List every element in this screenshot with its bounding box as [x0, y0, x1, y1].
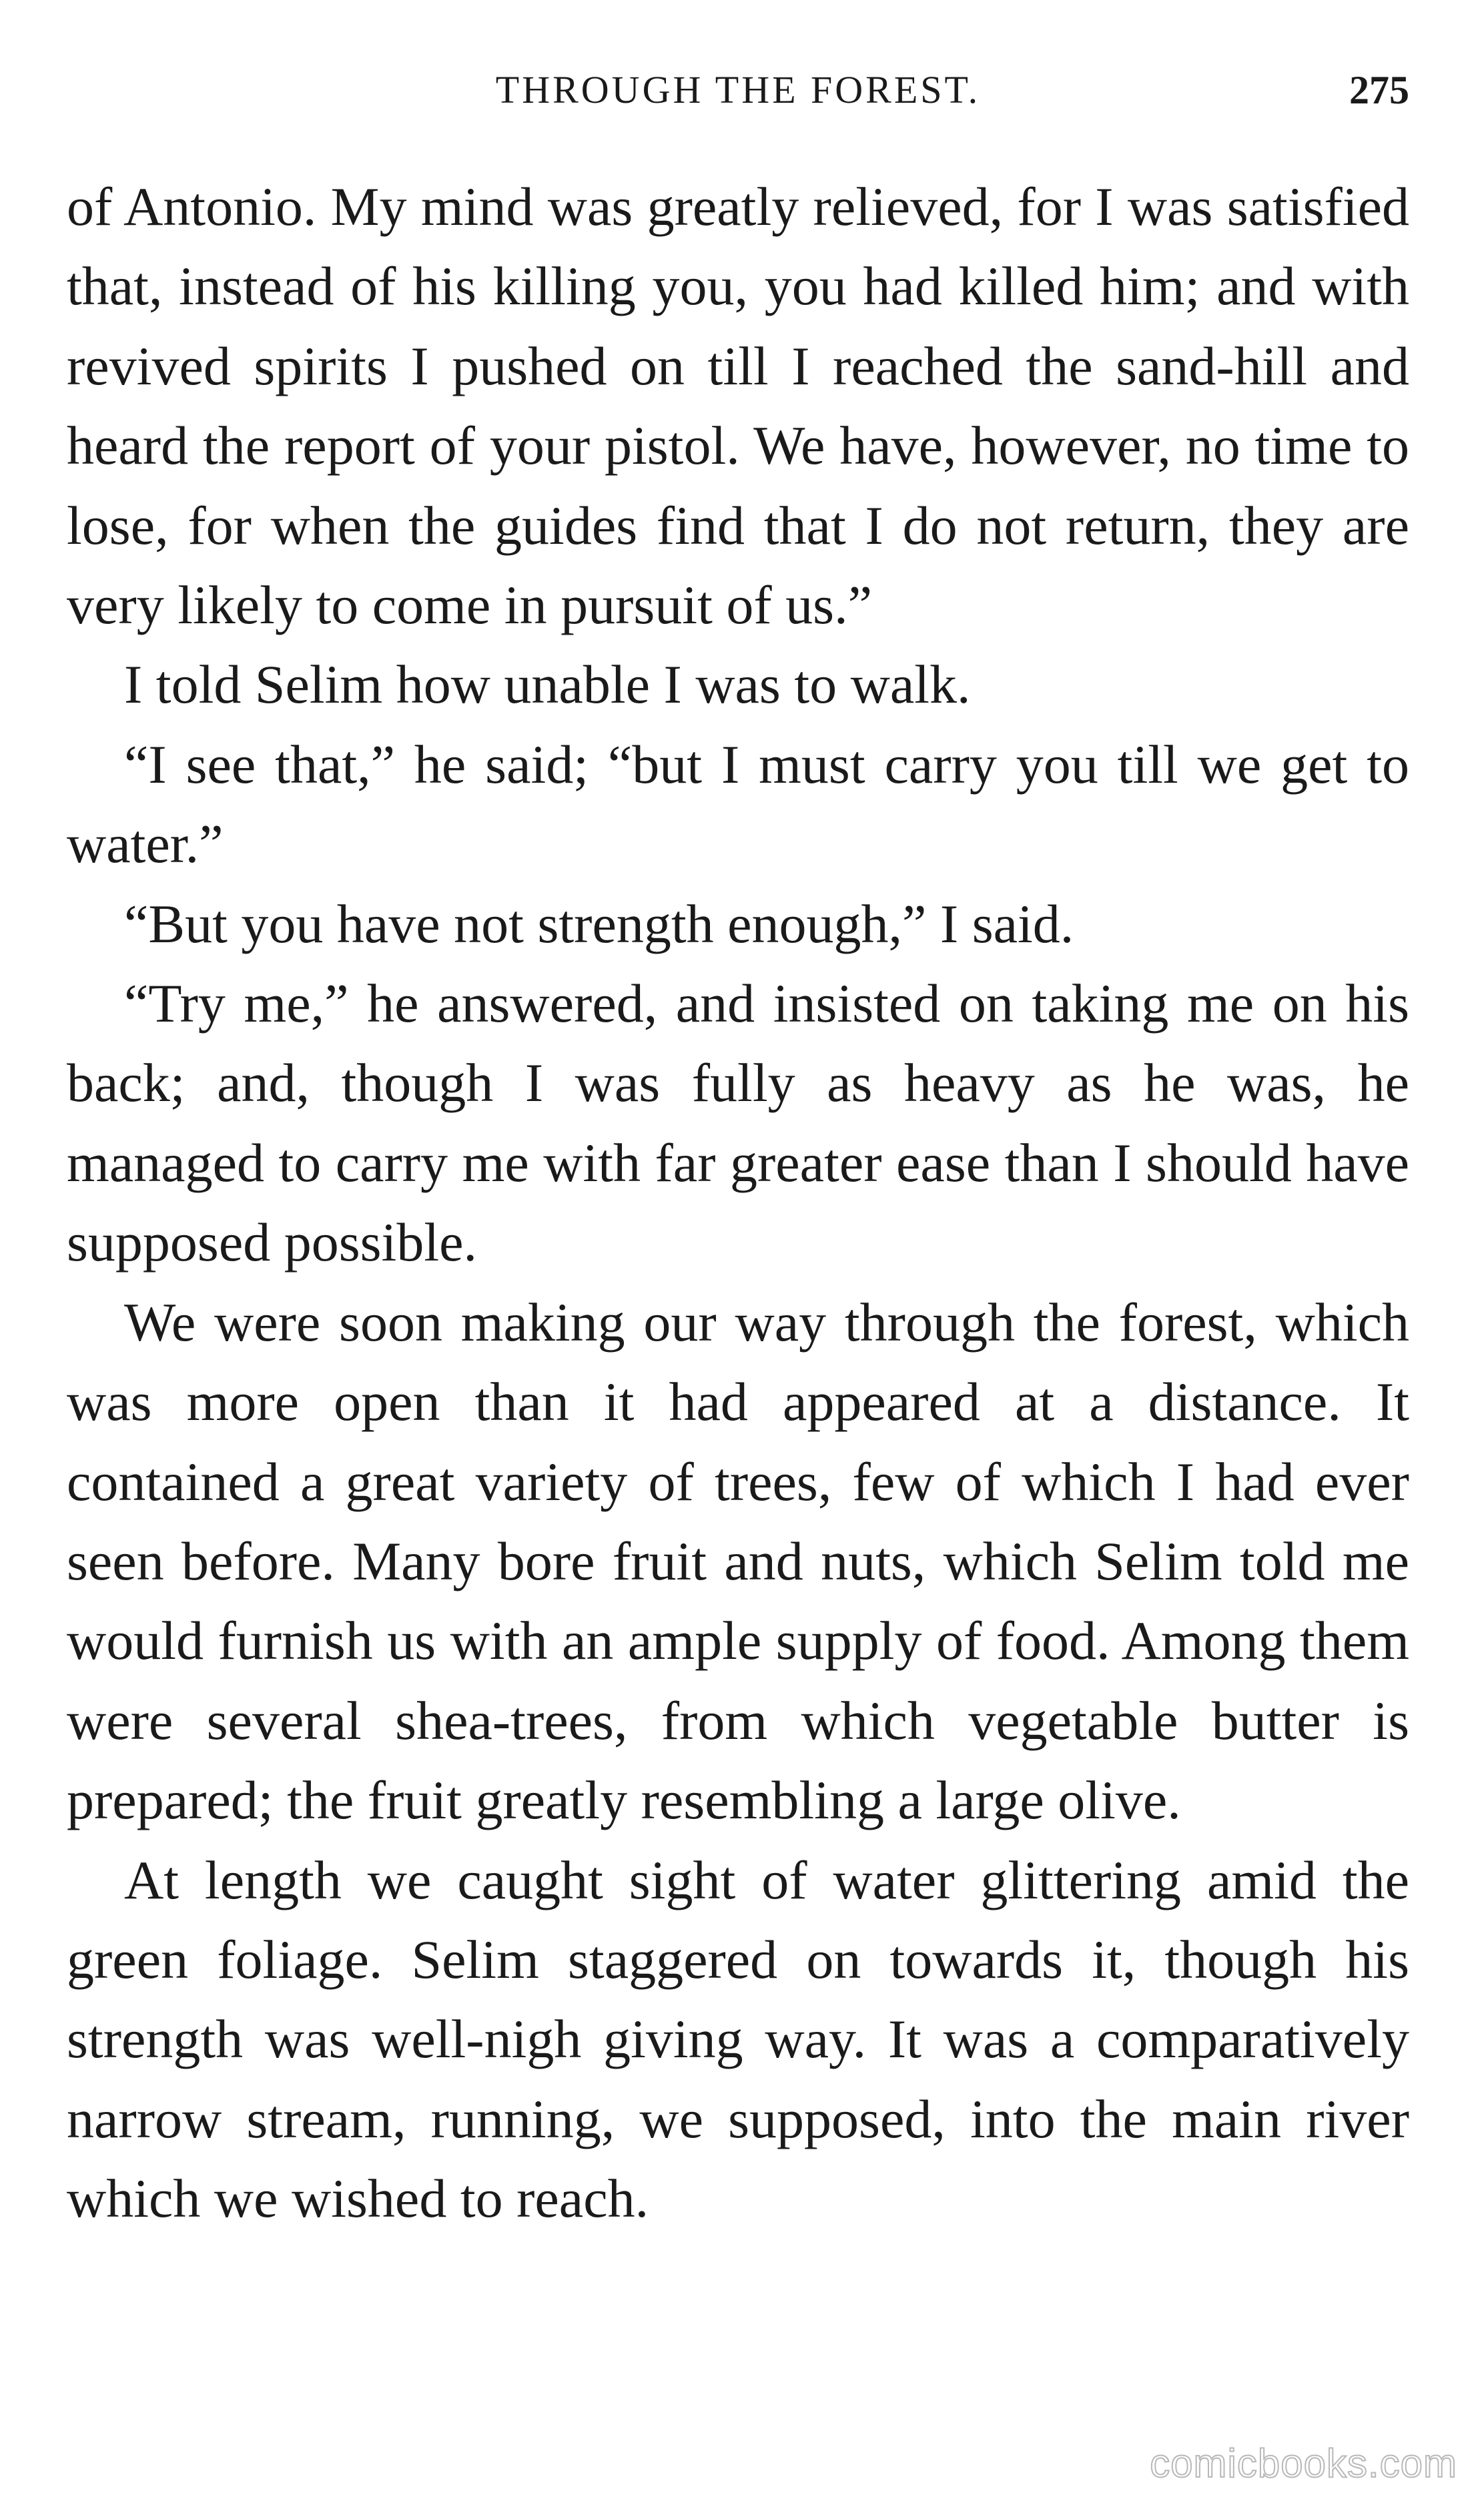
paragraph: We were soon making our way through the forest, which was more open than it had appeared at a distance. It contained a great variety of trees, few of which I had ever seen before. Many bore fruit and nuts, which Selim told me would furnish us with an ample supply of food. Among them were several shea-trees, from which vegetable butter is prepared; the fruit greatly resembling a large olive.	[67, 1291, 1409, 1831]
paragraph: “Try me,” he answered, and insisted on taking me on his back; and, though I was fully as heavy as he was, he managed to carry me with far greater ease than I should have supposed possible.	[67, 973, 1409, 1273]
watermark: comicbooks.com	[1150, 2441, 1457, 2486]
paragraph: “But you have not strength enough,” I said.	[124, 893, 1074, 954]
body-text	[67, 167, 1409, 2239]
paragraph: “I see that,” he said; “but I must carry you till we get to water.”	[67, 733, 1409, 875]
paragraph: At length we caught sight of water glittering amid the green foliage. Selim staggered on towards it, though his strength was well-nigh giving way. It was a comparatively narrow stream, running, we supposed, into the main river which we wished to reach.	[67, 1849, 1409, 2229]
running-header	[67, 63, 1409, 117]
running-title: THROUGH THE FOREST.	[495, 68, 981, 111]
page-number: 275	[1349, 68, 1409, 112]
paragraph: I told Selim how unable I was to walk.	[124, 654, 971, 715]
paragraph: of Antonio. My mind was greatly relieved, for I was satisfied that, instead of his killing you, you had killed him; and with revived spirits I pushed on till I reached the sand-hill and heard the report of your pistol. We have, however, no time to lose, for when the guides find that I do not return, they are very likely to come in pursuit of us.”	[67, 176, 1409, 636]
